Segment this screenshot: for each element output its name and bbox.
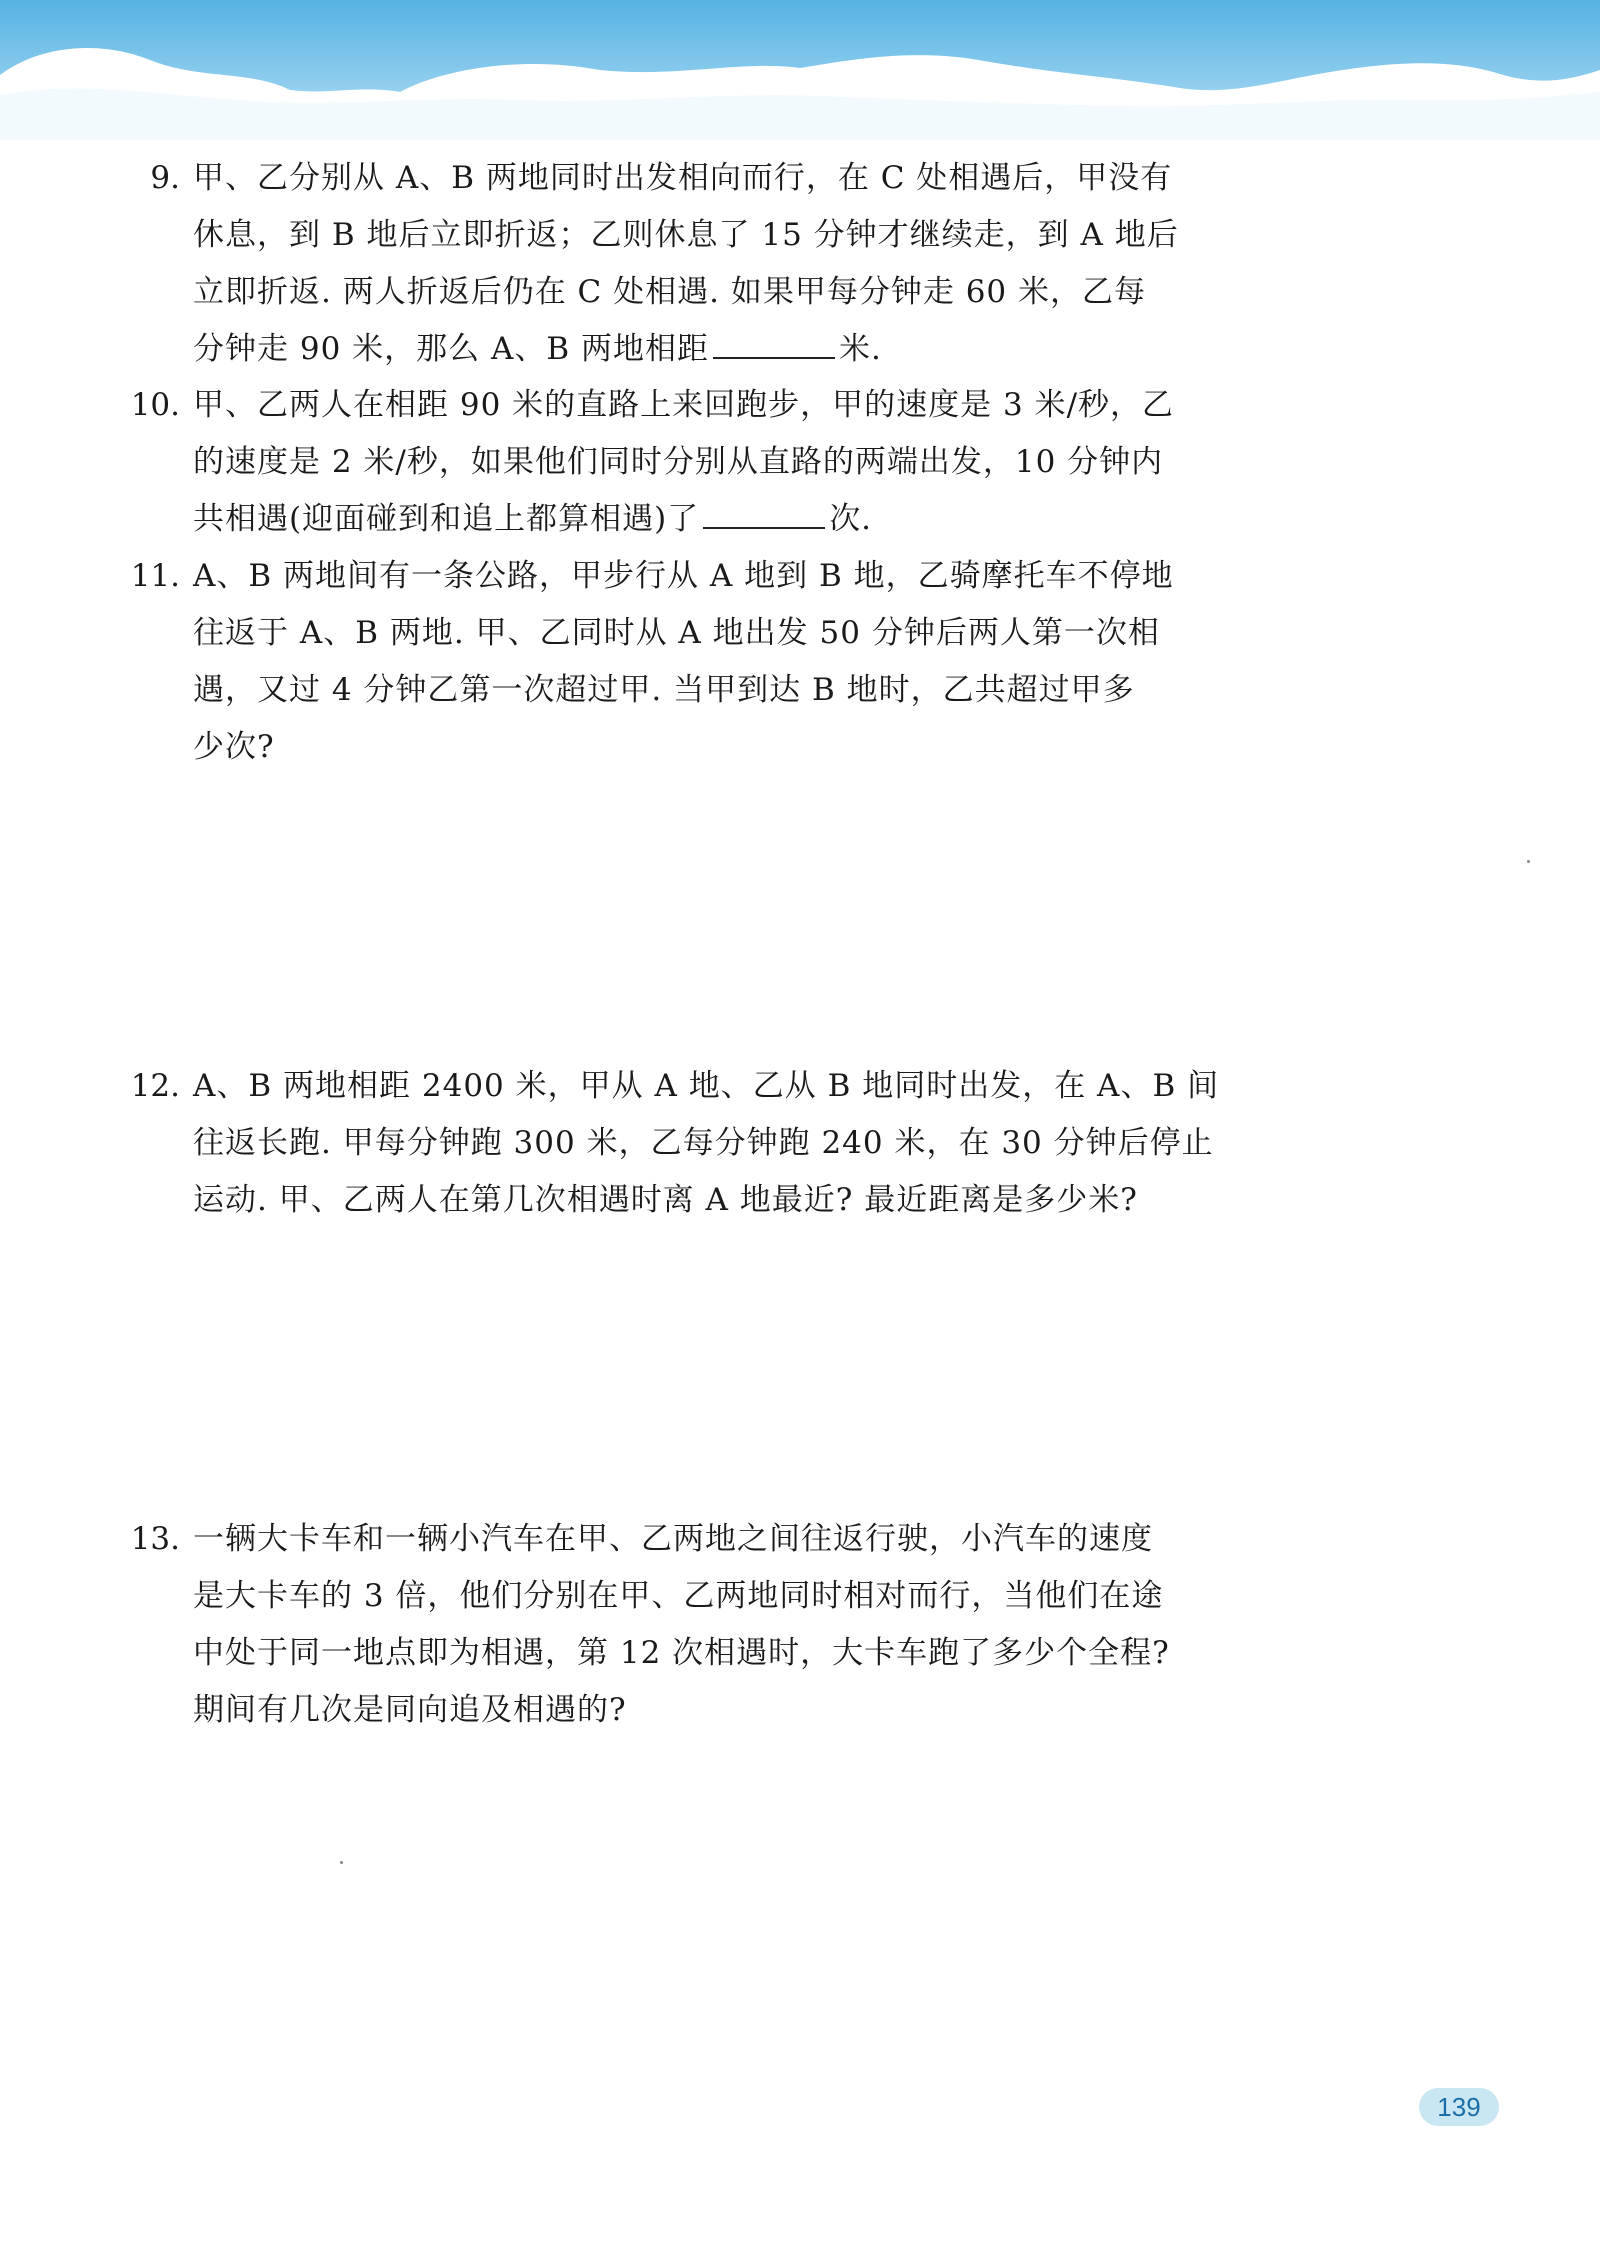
problem-line: 期间有几次是同向追及相遇的? [193, 1692, 627, 1728]
problem-line: 是大卡车的 3 倍，他们分别在甲、乙两地同时相对而行，当他们在途 [193, 1578, 1164, 1614]
line-text-before-blank: 共相遇(迎面碰到和追上都算相遇)了 [193, 501, 700, 537]
line-text-after-blank: 米. [839, 331, 882, 367]
problem-line: 一辆大卡车和一辆小汽车在甲、乙两地之间往返行驶，小汽车的速度 [193, 1521, 1153, 1557]
problem-line: 遇，又过 4 分钟乙第一次超过甲. 当甲到达 B 地时，乙共超过甲多 [193, 672, 1135, 708]
problem-line: 中处于同一地点即为相遇，第 12 次相遇时，大卡车跑了多少个全程? [193, 1635, 1170, 1671]
problem-line: 往返于 A、B 两地. 甲、乙同时从 A 地出发 50 分钟后两人第一次相 [193, 615, 1160, 651]
scan-speck [340, 1861, 343, 1864]
problem-number: 11. [130, 558, 180, 594]
problem-text [193, 548, 1174, 776]
line-text-after-blank: 次. [829, 501, 873, 537]
problem-number: 9. [150, 160, 180, 196]
problem-line: 往返长跑. 甲每分钟跑 300 米，乙每分钟跑 240 米，在 30 分钟后停止 [193, 1125, 1214, 1161]
problem-line: A、B 两地相距 2400 米，甲从 A 地、乙从 B 地同时出发，在 A、B 间 [193, 1068, 1220, 1104]
page-number-badge: 139 [1419, 2088, 1499, 2126]
problem-line: 的速度是 2 米/秒，如果他们同时分别从直路的两端出发，10 分钟内 [193, 444, 1164, 480]
answer-blank[interactable] [703, 491, 825, 529]
problem-text [193, 1058, 1220, 1229]
problem-text [193, 1511, 1170, 1739]
problem-number: 10. [130, 387, 180, 423]
problem-line: A、B 两地间有一条公路，甲步行从 A 地到 B 地，乙骑摩托车不停地 [193, 558, 1174, 594]
scan-speck [1527, 860, 1530, 863]
problem-line: 甲、乙分别从 A、B 两地同时出发相向而行，在 C 处相遇后，甲没有 [193, 160, 1173, 196]
problem-line-with-blank [193, 321, 1153, 378]
answer-blank[interactable] [713, 321, 835, 359]
problem-line: 甲、乙两人在相距 90 米的直路上来回跑步，甲的速度是 3 米/秒，乙 [193, 387, 1175, 423]
problem-text [193, 377, 1175, 548]
problem-line: 少次? [193, 729, 275, 765]
line-text-before-blank: 分钟走 90 米，那么 A、B 两地相距 [193, 331, 710, 367]
sky-cloud-banner [0, 0, 1600, 140]
problem-number: 13. [130, 1521, 180, 1557]
problem-text [193, 150, 1179, 378]
problem-line: 休息，到 B 地后立即折返；乙则休息了 15 分钟才继续走，到 A 地后 [193, 217, 1179, 253]
problem-line: 立即折返. 两人折返后仍在 C 处相遇. 如果甲每分钟走 60 米，乙每 [193, 274, 1146, 310]
problem-line-with-blank [193, 491, 1153, 548]
problem-number: 12. [130, 1068, 180, 1104]
problem-line: 运动. 甲、乙两人在第几次相遇时离 A 地最近? 最近距离是多少米? [193, 1182, 1138, 1218]
